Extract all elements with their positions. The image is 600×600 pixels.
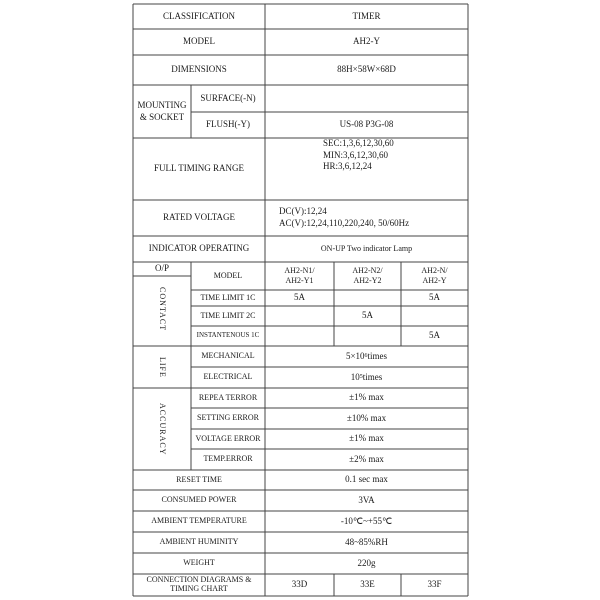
mounting-label-line1: MOUNTING [137,99,187,110]
contact-model-3-line2: AH2-Y [422,276,447,285]
temp-error-label: TEMP.ERROR [203,454,253,464]
timing-range-label: FULL TIMING RANGE [154,163,244,174]
indicator-value: ON-UP Two indicator Lamp [320,243,413,253]
rated-voltage-value [265,200,468,236]
mounting-socket-label [133,85,191,138]
electrical-value-base: 10 [350,371,360,382]
repeat-error-label: REPEA TERROR [198,392,258,402]
connection-label-line1: CONNECTION DIAGRAMS & [146,575,252,585]
classification-value: TIMER [352,10,381,21]
timing-hr: HR:3,6,12,24 [323,161,372,172]
contact-model-2-line2: AH2-Y2 [353,276,382,285]
dimensions-value: 88H×58W×68D [337,64,396,75]
contact-group-label: CONTACT [158,286,168,332]
time-limit-2c-value-2: 5A [362,310,373,321]
voltage-error-label: VOLTAGE ERROR [195,433,261,443]
contact-model-2-line1: AH2-N2/ [352,265,383,275]
contact-model-3 [401,262,468,290]
connection-value-1: 33D [291,579,308,590]
classification-label: CLASSIFICATION [162,10,235,21]
surface-value [265,85,468,112]
model-value: AH2-Y [353,36,380,47]
time-limit-1c-label: TIME LIMIT 1C [200,292,256,302]
timing-sec: SEC:1,3,6,12,30,60 [323,138,394,148]
time-limit-1c-value-1: 5A [294,292,305,303]
spec-table [133,4,468,596]
contact-model-1 [265,262,334,290]
weight-value: 220g [357,557,376,568]
voltage-error-value: ±1% max [349,433,384,444]
rated-voltage-label: RATED VOLTAGE [162,212,236,223]
timing-range-value [265,138,468,200]
time-limit-1c-value-2 [334,290,401,306]
mechanical-value-base: 5×10 [345,350,365,361]
ambient-temperature-label: AMBIENT TEMPERATURE [151,516,247,526]
mechanical-value [265,346,468,367]
timing-min: MIN:3,6,12,30,60 [323,149,388,160]
setting-error-label: SETTING ERROR [197,413,259,423]
op-label: O/P [154,263,169,274]
contact-model-1-line1: AH2-N1/ [284,265,315,275]
reset-time-value: 0.1 sec max [345,474,388,485]
surface-label: SURFACE(-N) [200,92,256,103]
mounting-label-line2: & SOCKET [139,111,185,122]
repeat-error-value: ±1% max [349,392,384,403]
connection-value-3: 33F [427,579,442,590]
reset-time-label: RESET TIME [176,474,222,484]
contact-model-label: MODEL [213,270,243,280]
instantaneous-1c-label: INSTANTENOUS 1C [196,331,260,340]
time-limit-1c-value-3: 5A [429,292,440,303]
connection-value-2: 33E [360,579,375,590]
contact-model-3-line1: AH2-N/ [421,265,448,275]
electrical-label: ELECTRICAL [203,372,253,382]
ambient-humidity-value: 48~85%RH [345,536,388,547]
voltage-dc: DC(V):12,24 [279,206,327,217]
accuracy-group-label: ACCURACY [158,402,168,456]
life-group-label: LIFE [158,356,168,378]
connection-diagrams-label [133,574,265,596]
time-limit-2c-value-1 [265,306,334,326]
weight-label: WEIGHT [183,558,215,568]
time-limit-2c-value-3 [401,306,468,326]
consumed-power-label: CONSUMED POWER [161,495,237,505]
flush-label: FLUSH(-Y) [206,119,250,130]
electrical-value-unit: times [362,371,383,382]
indicator-label: INDICATOR OPERATING [148,243,250,254]
ambient-humidity-label: AMBIENT HUMINITY [159,537,239,547]
flush-value: US-08 P3G-08 [339,119,394,130]
electrical-value-exp: 5 [359,373,363,380]
instantaneous-1c-value-3: 5A [429,330,440,341]
electrical-value [265,367,468,388]
contact-model-2 [334,262,401,290]
mechanical-value-unit: times [367,350,388,361]
time-limit-2c-label: TIME LIMIT 2C [200,310,256,320]
model-label: MODEL [183,36,215,47]
connection-label-line2: TIMING CHART [170,584,228,593]
consumed-power-value: 3VA [358,494,375,505]
voltage-ac: AC(V):12,24,110,220,240, 50/60Hz [279,218,410,228]
contact-model-1-line2: AH2-Y1 [285,276,314,285]
instantaneous-1c-value-1 [265,326,334,346]
mechanical-label: MECHANICAL [201,351,255,361]
dimensions-label: DIMENSIONS [171,64,227,75]
temp-error-value: ±2% max [349,453,384,464]
mechanical-value-exp: 6 [364,352,368,359]
setting-error-value: ±10% max [346,412,387,423]
instantaneous-1c-value-2 [334,326,401,346]
ambient-temperature-value: -10℃~+55℃ [340,515,393,526]
